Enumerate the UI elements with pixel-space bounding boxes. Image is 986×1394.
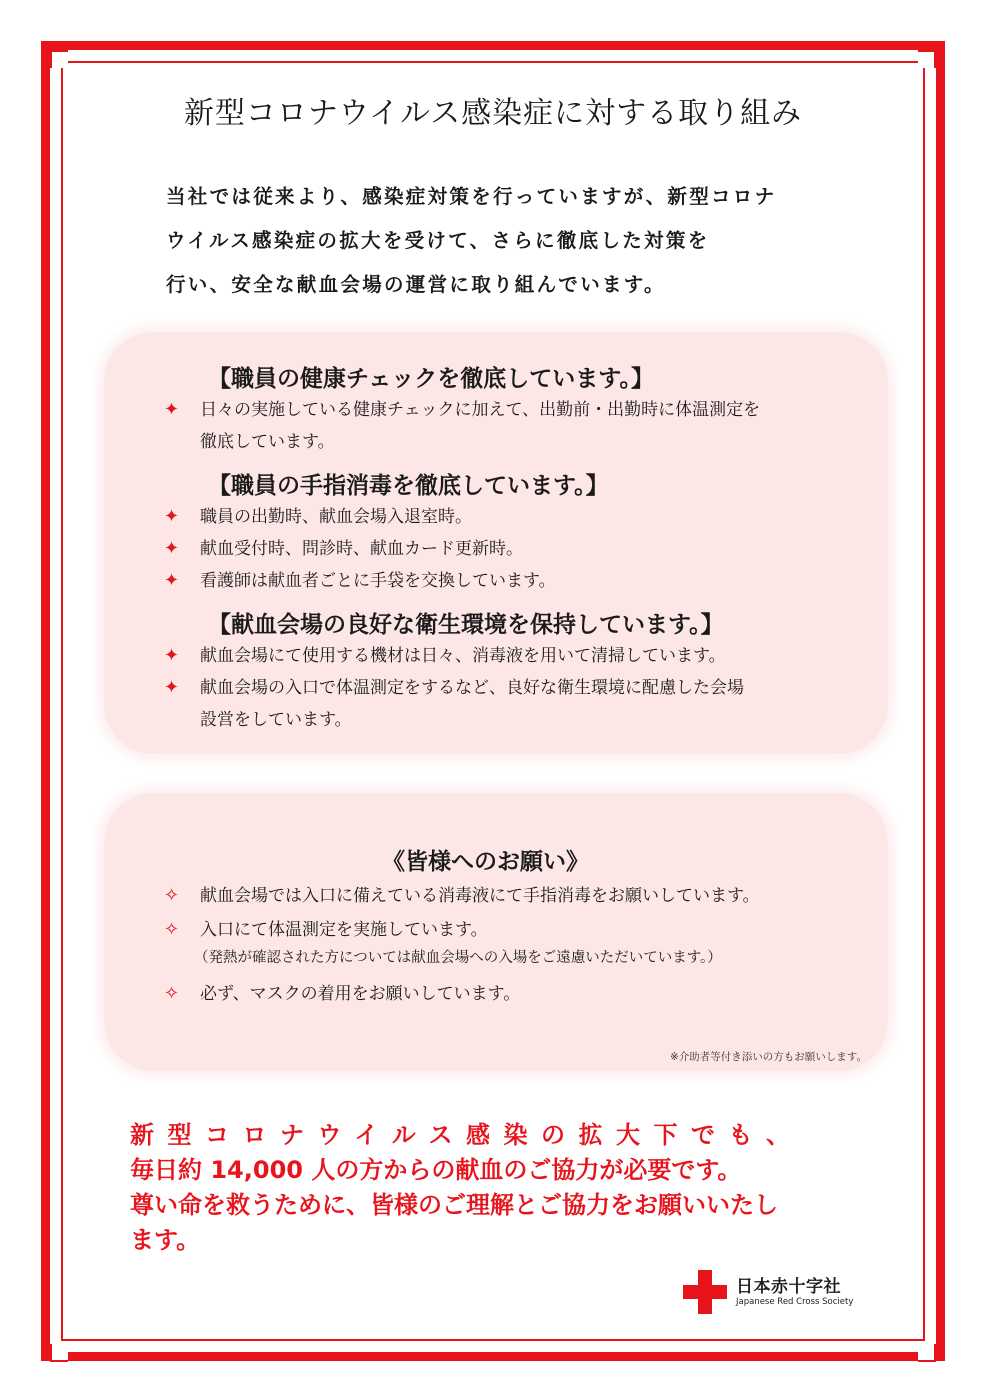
red-cross-icon bbox=[683, 1270, 727, 1314]
appeal-line: ます。 bbox=[130, 1226, 201, 1254]
appeal-message bbox=[130, 1118, 860, 1258]
list-item-text-continued: 徹底しています。 bbox=[200, 432, 335, 452]
footnote: ※介助者等付き添いの方もお願いします。 bbox=[670, 1051, 867, 1063]
intro-paragraph bbox=[166, 175, 856, 307]
red-cross-logo bbox=[683, 1270, 863, 1320]
appeal-line: 尊い命を救うために、皆様のご理解とご協力をお願いいたし bbox=[130, 1191, 778, 1219]
frame-corner-bottom-right bbox=[918, 1344, 936, 1362]
page-title: 新型コロナウイルス感染症に対する取り組み bbox=[183, 96, 803, 131]
list-item-text: 献血受付時、問診時、献血カード更新時。 bbox=[200, 539, 523, 559]
red-star-bullet-icon: ✦ bbox=[164, 645, 180, 666]
red-star-bullet-icon: ✦ bbox=[164, 506, 180, 527]
frame-corner-bottom-left bbox=[50, 1344, 68, 1362]
red-star-bullet-icon: ✦ bbox=[164, 399, 180, 420]
section-heading-hygiene: 【献血会場の良好な衛生環境を保持しています。】 bbox=[208, 612, 724, 638]
measures-panel bbox=[104, 332, 888, 754]
red-star-bullet-icon: ✦ bbox=[164, 570, 180, 591]
section-heading-hand-disinfection: 【職員の手指消毒を徹底しています。】 bbox=[208, 473, 609, 499]
list-item-text: 献血会場の入口で体温測定をするなど、良好な衛生環境に配慮した会場 bbox=[200, 678, 744, 698]
red-sparkle-bullet-icon: ✧ bbox=[164, 983, 180, 1004]
list-item-text: 献血会場では入口に備えている消毒液にて手指消毒をお願いしています。 bbox=[200, 886, 760, 906]
logo-name-en: Japanese Red Cross Society bbox=[736, 1297, 854, 1307]
list-item-text: 入口にて体温測定を実施しています。 bbox=[200, 920, 488, 940]
section-heading-health-check: 【職員の健康チェックを徹底しています。】 bbox=[208, 366, 654, 392]
logo-name-ja: 日本赤十字社 bbox=[736, 1277, 841, 1297]
list-item-text-continued: 設営をしています。 bbox=[200, 710, 352, 730]
list-item-text: 職員の出勤時、献血会場入退室時。 bbox=[200, 507, 472, 527]
appeal-line: 毎日約 14,000 人の方からの献血のご協力が必要です。 bbox=[130, 1156, 742, 1184]
appeal-line: 新型コロナウイルス感染の拡大下でも、 bbox=[130, 1121, 804, 1149]
intro-line: 行い、安全な献血会場の運営に取り組んでいます。 bbox=[166, 273, 666, 296]
red-sparkle-bullet-icon: ✧ bbox=[164, 919, 180, 940]
list-item-text: 必ず、マスクの着用をお願いしています。 bbox=[200, 984, 521, 1004]
list-item-text: 日々の実施している健康チェックに加えて、出勤前・出勤時に体温測定を bbox=[200, 400, 761, 420]
red-sparkle-bullet-icon: ✧ bbox=[164, 885, 180, 906]
requests-panel bbox=[104, 793, 888, 1071]
requests-heading: 《皆様へのお願い》 bbox=[382, 849, 589, 875]
frame-corner-top-right bbox=[918, 50, 936, 68]
red-star-bullet-icon: ✦ bbox=[164, 677, 180, 698]
intro-line: 当社では従来より、感染症対策を行っていますが、新型コロナ bbox=[166, 185, 777, 208]
list-item-text: 献血会場にて使用する機材は日々、消毒液を用いて清掃しています。 bbox=[200, 646, 726, 666]
frame-corner-top-left bbox=[50, 50, 68, 68]
list-item-text: 看護師は献血者ごとに手袋を交換しています。 bbox=[200, 571, 556, 591]
red-star-bullet-icon: ✦ bbox=[164, 538, 180, 559]
fever-note: （発熱が確認された方については献血会場への入場をご遠慮いただいています。） bbox=[194, 950, 722, 966]
intro-line: ウイルス感染症の拡大を受けて、さらに徹底した対策を bbox=[166, 229, 710, 252]
